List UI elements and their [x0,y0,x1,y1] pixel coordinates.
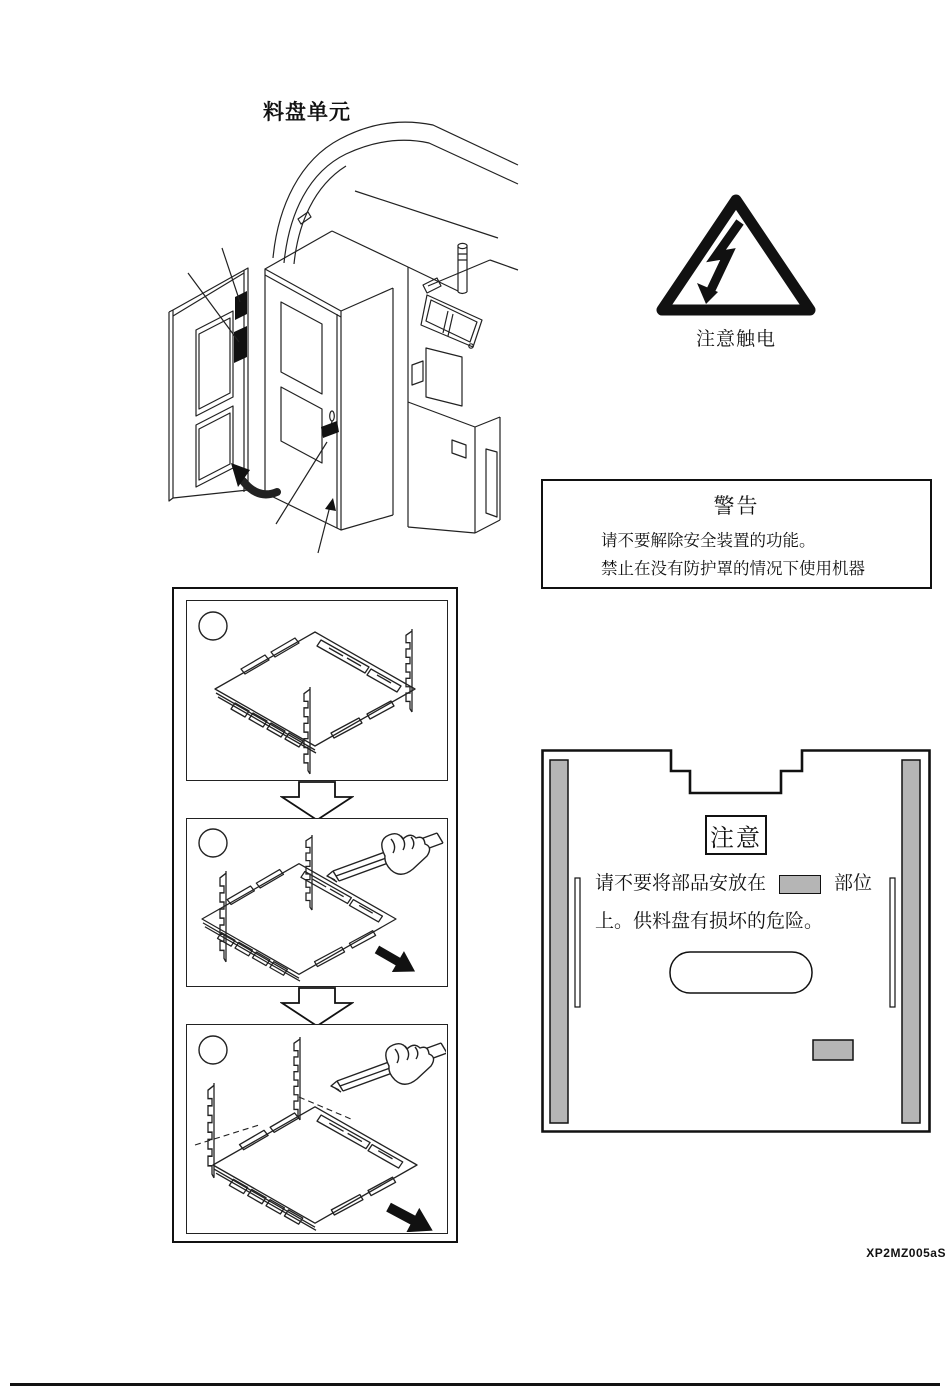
cabinet-window-upper [281,302,322,394]
down-arrow-icon [280,781,354,821]
warning-box [541,479,932,589]
step-panel-2 [186,818,448,987]
no-placement-zone-left [550,760,568,1123]
caution-text-after: 部位 [834,873,873,894]
door-window-lower [196,406,233,487]
hand-holding-rail-icon [331,1043,446,1092]
handle-cutout [670,952,812,993]
console-bracket [423,278,441,293]
step-number-circle [199,1036,227,1064]
signal-tower [458,247,467,292]
notched-rail [294,1037,300,1120]
electric-shock-warning [652,192,820,351]
page-title: 料盘单元 [263,101,351,124]
shock-caption: 注意触电 [695,329,776,350]
gray-zone-swatch [779,875,821,894]
caution-text-line2: 上。供料盘有损坏的危险。 [595,911,824,932]
no-placement-zone-small [813,1040,853,1060]
caution-text [595,865,905,941]
door-warning-label-1 [235,291,247,320]
step-panel-3 [186,1024,448,1234]
door-swing-arrow-icon [243,481,277,494]
tray-top-view-panel [541,749,931,1133]
step-number-circle [199,612,227,640]
warning-line-2: 禁止在没有防护罩的情况下使用机器 [601,560,865,579]
tray-unit-machine-illustration [145,105,535,575]
footer-rule [10,1383,940,1386]
no-placement-zone-right [902,760,920,1123]
down-arrow-icon [280,987,354,1027]
caution-badge: 注意 [705,815,767,855]
keyhole [330,411,335,421]
tray-loading-steps-figure [172,587,458,1243]
guide-slot-left [575,878,580,1007]
high-voltage-triangle-icon [652,192,820,320]
slide-direction-arrow-icon [371,939,421,982]
hand-holding-rail-icon [327,833,443,882]
cabinet-window-lower [281,387,322,463]
notched-rail [208,1083,214,1178]
warning-line-1: 请不要解除安全装置的功能。 [601,532,816,550]
console-window [426,348,462,406]
step-panel-1 [186,600,448,781]
notched-rail [406,629,412,712]
notched-rail [304,687,310,774]
warning-title: 警告 [713,495,760,518]
slide-direction-arrow-icon [382,1195,439,1232]
caution-text-before: 请不要将部品安放在 [595,873,767,894]
door-warning-label-2 [234,326,247,363]
door-lock-label [321,421,339,438]
tray-outline-with-notch [543,751,930,1132]
alignment-dashed-line [195,1097,351,1145]
step-number-circle [199,829,227,857]
figure-code: XP2MZ005aS [866,1246,946,1260]
notched-rail [220,871,226,962]
label-callout-lines [188,248,240,342]
